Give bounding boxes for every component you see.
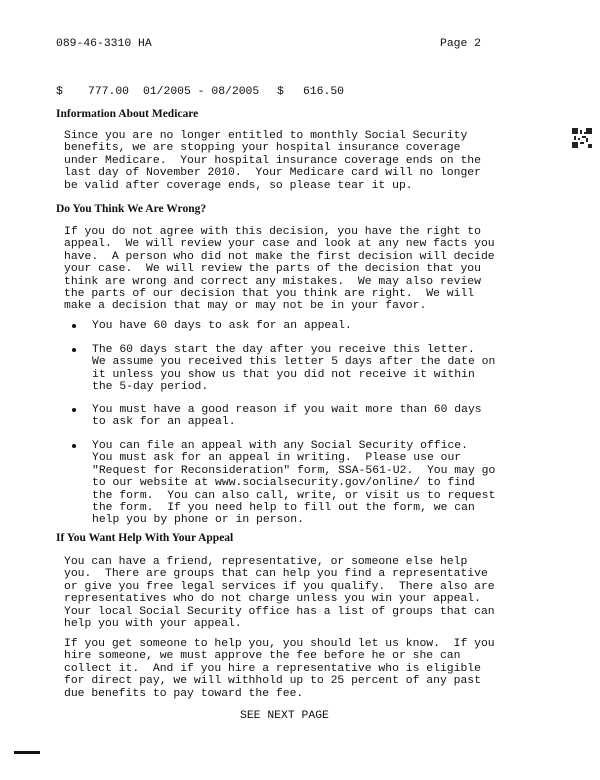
- barcode-icon: [572, 128, 592, 148]
- bullet-icon: [72, 324, 76, 328]
- list-item: You can file an appeal with any Social Security office. You must ask for an appeal in writing. Please use our "Request for Reconsideration" form, SSA-561-U2. You may go to our website at www.socialsecurity.gov/online/ to find the form. You can also call, write, or visit us to request the form. If you need help to fill out the form, we can help you by phone or in person.: [72, 440, 86, 477]
- appeal-rights-paragraph: If you do not agree with this decision, you have the right to appeal. We will review your case and look at any new facts you have. A person who did not make the first decision will decide your case. We will review the parts of the decision that you think are wrong and correct any mistakes. We may also review the parts of our decision that you think are right. We will make a decision that may or may not be in your favor.: [64, 226, 495, 313]
- section-title-appeal-rights: Do You Think We Are Wrong?: [56, 203, 207, 215]
- list-item: The 60 days start the day after you receive this letter. We assume you received this letter 5 days after the date on it unless you show us that you did not receive it within the 5-day period.: [72, 344, 86, 381]
- adjusted-amount: 616.50: [303, 86, 345, 98]
- currency-symbol: $: [56, 86, 63, 98]
- page-number: Page 2: [440, 38, 482, 50]
- see-next-page-label: SEE NEXT PAGE: [240, 710, 329, 722]
- bullet-icon: [72, 348, 76, 352]
- bullet-icon: [72, 408, 76, 412]
- representative-fee-paragraph: If you get someone to help you, you should let us know. If you hire someone, we must approve the fee before he or she can collect it. And if you hire a representative who is eligible for direct pay, we will withhold up to 25 percent of any past due benefits to pay toward the fee.: [64, 638, 495, 700]
- page-edge-mark: [14, 751, 40, 754]
- appeal-help-paragraph: You can have a friend, representative, or someone else help you. There are groups that can help you find a representative or give you free legal services if you qualify. There also are representatives who do not charge unless you win your appeal. Your local Social Security office has a list of groups that can help you with your appeal.: [64, 556, 495, 631]
- currency-symbol: $: [277, 86, 284, 98]
- benefit-period: 01/2005 - 08/2005: [143, 86, 260, 98]
- section-title-appeal-help: If You Want Help With Your Appeal: [56, 532, 234, 544]
- bullet-icon: [72, 444, 76, 448]
- medicare-paragraph: Since you are no longer entitled to monthly Social Security benefits, we are stopping your hospital insurance coverage under Medicare. Your hospital insurance coverage ends on the last day of November 2010. Your Medicare card will no longer be valid after coverage ends, so please tear it up.: [64, 130, 481, 192]
- reference-number: 089-46-3310 HA: [56, 38, 152, 50]
- section-title-medicare: Information About Medicare: [56, 108, 199, 120]
- list-item: You must have a good reason if you wait more than 60 days to ask for an appeal.: [72, 404, 86, 441]
- list-item: You have 60 days to ask for an appeal.: [72, 320, 86, 357]
- benefit-amount: 777.00: [88, 86, 130, 98]
